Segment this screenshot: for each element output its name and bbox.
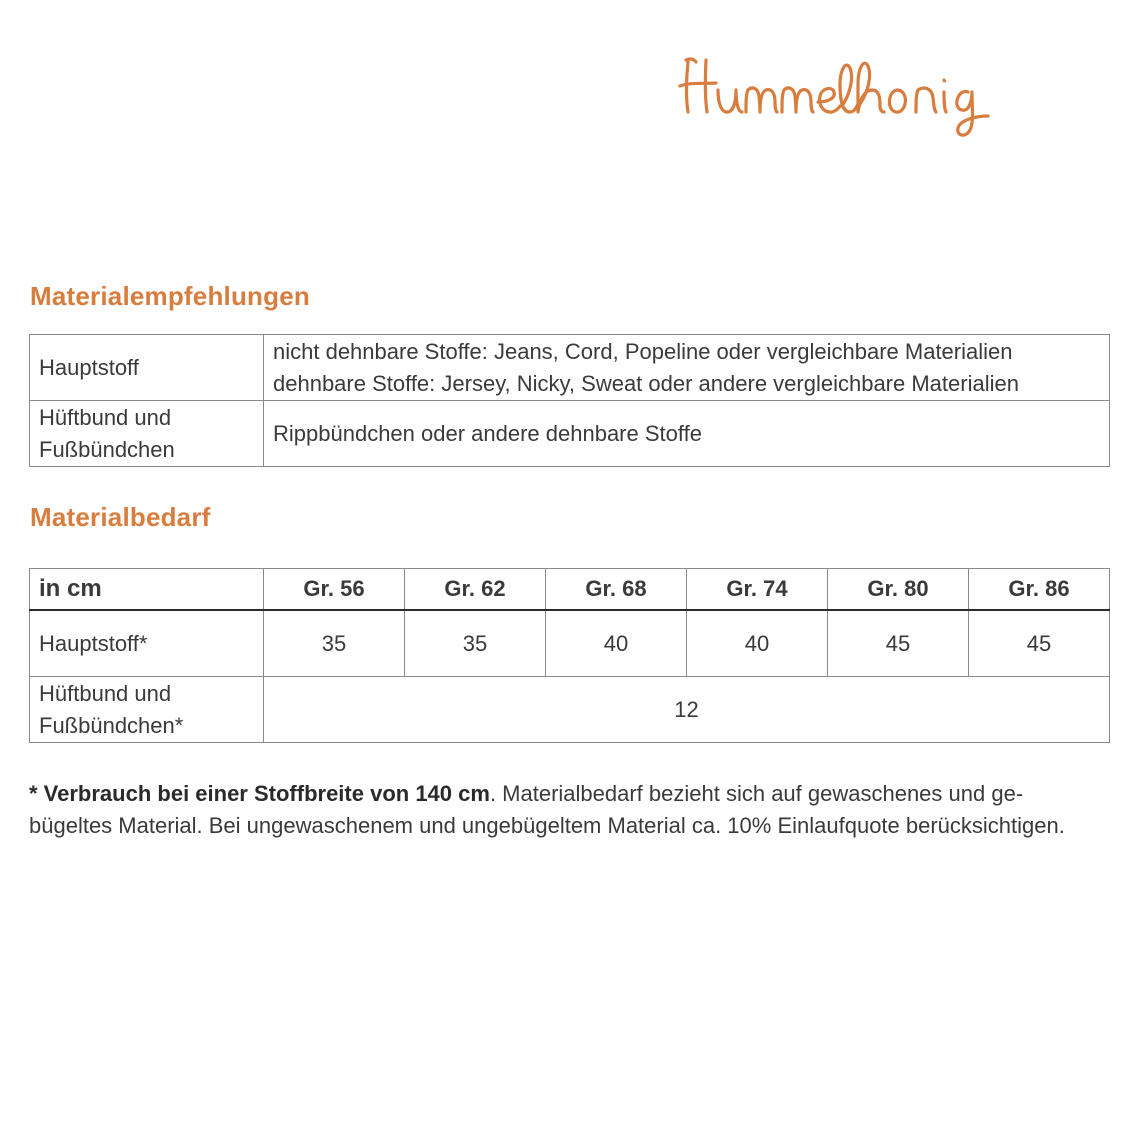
footnote-bold: * Verbrauch bei einer Stoffbreite von 140 cm xyxy=(29,781,490,806)
table-cell: 40 xyxy=(687,610,828,677)
row-value-hauptstoff xyxy=(264,335,1110,401)
table-row xyxy=(30,610,1110,677)
material-requirements-table xyxy=(29,568,1110,743)
material-recommendations-table xyxy=(29,334,1110,467)
value-line: nicht dehnbare Stoffe: Jeans, Cord, Popeline oder vergleichbare Materialien xyxy=(273,338,1013,364)
table-row xyxy=(30,335,1110,401)
hummelhonig-script-logo-icon xyxy=(676,50,1096,140)
row-label-hueftbund: Hüftbund und Fußbündchen xyxy=(30,401,264,467)
footnote xyxy=(29,778,1119,842)
table-cell: 45 xyxy=(828,610,969,677)
table-header-row xyxy=(30,569,1110,611)
row-label-hueftbund: Hüftbund und Fußbündchen* xyxy=(30,677,264,743)
value-line: Rippbündchen oder andere dehnbare Stoffe xyxy=(273,420,702,446)
row-value-hueftbund xyxy=(264,401,1110,467)
footnote-text: . Materialbedarf bezieht sich auf gewaschenes und ge- xyxy=(489,781,1024,806)
header-unit: in cm xyxy=(30,569,264,611)
header-size: Gr. 56 xyxy=(264,569,405,611)
table-row xyxy=(30,401,1110,467)
table-cell: 35 xyxy=(405,610,546,677)
hummelhonig-logo xyxy=(676,50,1096,140)
table-cell: 40 xyxy=(546,610,687,677)
value-line: dehnbare Stoffe: Jersey, Nicky, Sweat oder andere vergleichbare Materialien xyxy=(273,370,1019,396)
header-size: Gr. 74 xyxy=(687,569,828,611)
section-title-material-requirements: Materialbedarf xyxy=(30,502,211,532)
row-label-hauptstoff: Hauptstoff* xyxy=(30,610,264,677)
table-row xyxy=(30,677,1110,743)
header-size: Gr. 86 xyxy=(969,569,1110,611)
footnote-text-line2: bügeltes Material. Bei ungewaschenem und ungebügeltem Material ca. 10% Einlaufquote berücksichtigen. xyxy=(29,813,1065,838)
section-title-material-recommendations: Materialempfehlungen xyxy=(30,281,310,311)
header-size: Gr. 80 xyxy=(828,569,969,611)
table-cell: 45 xyxy=(969,610,1110,677)
table-cell: 35 xyxy=(264,610,405,677)
header-size: Gr. 68 xyxy=(546,569,687,611)
header-size: Gr. 62 xyxy=(405,569,546,611)
table-cell-merged: 12 xyxy=(264,677,1110,743)
row-label-hauptstoff: Hauptstoff xyxy=(30,335,264,401)
